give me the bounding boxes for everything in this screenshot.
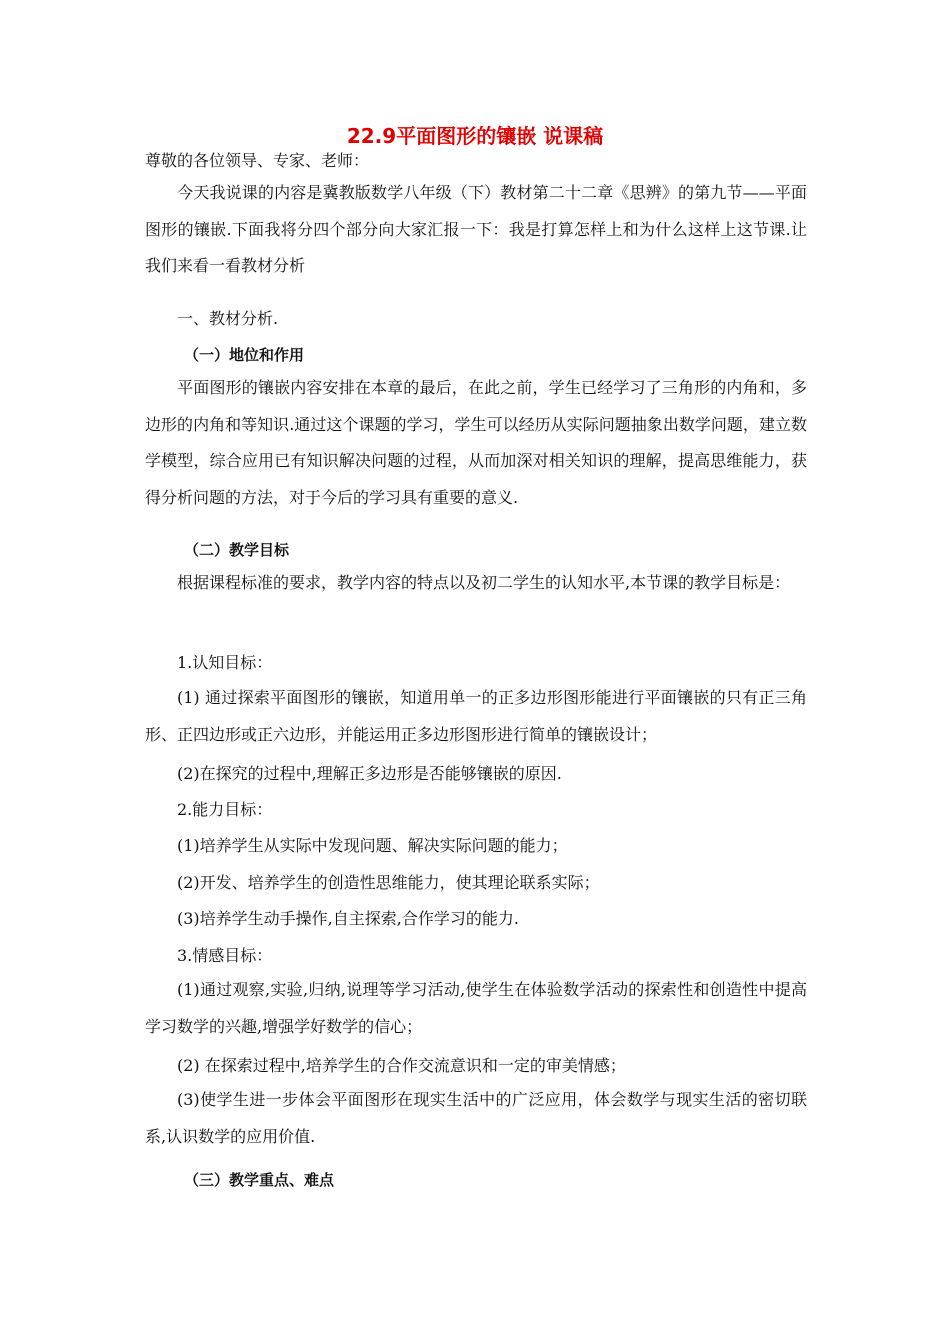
subsection-2-heading: （二）教学目标 [184,541,290,559]
goal-3-heading: 3.情感目标： [177,946,273,965]
goal-3-item-3-text: (3)使学生进一步体会平面图形在现实生活中的广泛应用，体会数学与现实生活的密切联系,认识数学的应用价值. [145,1090,807,1146]
section-1-heading: 一、教材分析. [177,309,279,328]
goal-2-item-2: (2)开发、培养学生的创造性思维能力，使其理论联系实际； [177,873,600,892]
document-title: 22.9平面图形的镶嵌 说课稿 [346,124,604,148]
goal-3-item-1-text: (1)通过观察,实验,归纳,说理等学习活动,使学生在体验数学活动的探索性和创造性中提高学习数学的兴趣,增强学好数学的信心； [145,980,807,1036]
goal-3-item-2: (2) 在探索过程中,培养学生的合作交流意识和一定的审美情感； [177,1056,626,1075]
goal-2-heading: 2.能力目标： [177,800,273,819]
goal-1-heading: 1.认知目标： [177,653,273,672]
goal-1-item-1 [145,680,807,753]
goal-2-item-1: (1)培养学生从实际中发现问题、解决实际问题的能力； [177,836,568,855]
goal-1-item-2: (2)在探究的过程中,理解正多边形是否能够镶嵌的原因. [177,764,562,783]
subsection-1-text: 平面图形的镶嵌内容安排在本章的最后，在此之前，学生已经学习了三角形的内角和，多边形的内角和等知识.通过这个课题的学习，学生可以经历从实际问题抽象出数学问题，建立数学模型，综合应用已有知识解决问题的过程，从而加深对相关知识的理解，提高思维能力，获得分析问题的方法，对于今后的学习具有重要的意义. [145,378,807,507]
subsection-2-paragraph [145,565,807,602]
intro-text: 今天我说课的内容是冀教版数学八年级（下）教材第二十二章《思辨》的第九节——平面图形的镶嵌.下面我将分四个部分向大家汇报一下：我是打算怎样上和为什么这样上这节课.让我们来看一看教材分析 [145,183,807,275]
subsection-3-heading: （三）教学重点、难点 [184,1171,335,1189]
goal-3-item-3 [145,1082,807,1155]
greeting: 尊敬的各位领导、专家、老师： [145,151,370,170]
goal-3-item-1 [145,972,807,1045]
goal-1-item-1-text: (1) 通过探索平面图形的镶嵌，知道用单一的正多边形图形能进行平面镶嵌的只有正三角形、正四边形或正六边形，并能运用正多边形图形进行简单的镶嵌设计； [145,688,807,744]
subsection-1-paragraph [145,370,807,516]
subsection-1-heading: （一）地位和作用 [184,346,305,364]
intro-paragraph [145,175,807,285]
subsection-2-text: 根据课程标准的要求，教学内容的特点以及初二学生的认知水平,本节课的教学目标是： [177,573,791,592]
goal-2-item-3: (3)培养学生动手操作,自主探索,合作学习的能力. [177,909,519,928]
